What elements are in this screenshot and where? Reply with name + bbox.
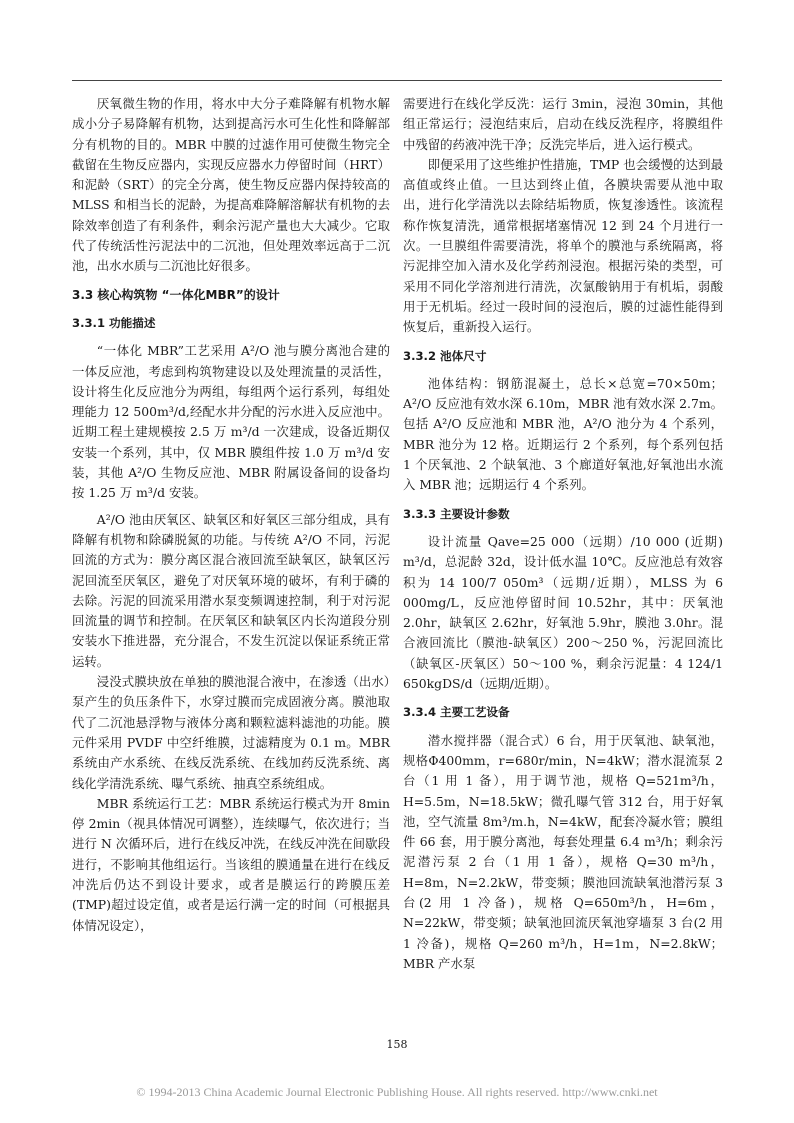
body-paragraph: A²/O 池由厌氧区、缺氧区和好氧区三部分组成，具有降解有机物和除磷脱氮的功能。与传统 A²/O 不同，污泥回流的方式为：膜分离区混合液回流至缺氧区，缺氧区污泥回流至厌氧区，避免了对厌氧环境的破坏，有利于磷的去除。污泥的回流采用潜水泵变频调速控制，利于对污泥回流量的调节和控制。在厌氧区和缺氧区内长沟道段分别安装水下推进器，充分混合，不发生沉淀以保证系统正常运转。	[72, 511, 390, 669]
left-column	[72, 94, 390, 936]
copyright-footer: © 1994-2013 China Academic Journal Electronic Publishing House. All rights reserved. http://www.cnki.net	[136, 1085, 658, 1099]
body-paragraph: “一体化 MBR”工艺采用 A²/O 池与膜分离池合建的一体反应池，考虑到构筑物建设以及处理流量的灵活性，设计将生化反应池分为两组，每组两个运行系列，每组处理能力 12 500m³/d,经配水井分配的污水进入反应池中。近期工程土建规模按 2.5 万 m³/d 一次建成，设备近期仅安装一个系列，其中，仅 MBR 膜组件按 1.0 万 m³/d 安装，其他 A²/O 生物反应池、MBR 附属设备间的设备均按 1.25 万 m³/d 安装。	[72, 343, 390, 501]
body-paragraph: 潜水搅拌器（混合式）6 台，用于厌氧池、缺氧池，规格Φ400mm，r=680r/min，N=4kW；潜水混流泵 2 台（1 用 1 备），用于调节池，规格 Q=521m³/h，H=5.5m，N=18.5kW；微孔曝气管 312 台，用于好氧池，空气流量 8m³/m.h，N=4kW，配套冷凝水管；膜组件 66 套，用于膜分离池，每套处理量 6.4 m³/h；剩余污泥潜污泵 2 台（1 用 1 备），规格 Q=30 m³/h，H=8m，N=2.2kW，带变频；膜池回流缺氧池潜污泵 3 台(2 用 1 冷备)，规格 Q=650m³/h，H=6m，N=22kW，带变频；缺氧池回流厌氧池穿墙泵 3 台(2 用 1 冷备)，规格 Q=260 m³/h，H=1m，N=2.8kW；MBR 产水泵	[403, 732, 723, 971]
body-paragraph: 需要进行在线化学反洗：运行 3min，浸泡 30min，其他组正常运行；浸泡结束后，启动在线反洗程序，将膜组件中残留的药液冲洗干净；反洗完毕后，进入运行模式。	[403, 96, 723, 152]
subsection-heading: 3.3.1 功能描述	[72, 315, 156, 330]
section-heading: 3.3 核心构筑物 “一体化MBR”的设计	[72, 287, 280, 302]
body-paragraph: 厌氧微生物的作用，将水中大分子难降解有机物水解成小分子易降解有机物，达到提高污水可生化性和降解部分有机物的目的。MBR 中膜的过滤作用可使微生物完全截留在生物反应器内，实现反应器水力停留时间（HRT）和泥龄（SRT）的完全分离，使生物反应器内保持较高的 MLSS 和相当长的泥龄，为提高难降解溶解状有机物的去除效率创造了有利条件，剩余污泥产量也大大减少。它取代了传统活性污泥法中的二沉池，但处理效率远高于二沉池，出水水质与二沉池比好很多。	[72, 96, 390, 274]
subsection-heading: 3.3.4 主要工艺设备	[403, 705, 510, 720]
subsection-heading: 3.3.3 主要设计参数	[403, 506, 510, 521]
body-paragraph: 设计流量 Qave=25 000（远期）/10 000 (近期) m³/d，总泥龄 32d，设计低水温 10℃。反应池总有效容积为 14 100/7 050m³（远期/近期），MLSS 为 6 000mg/L，反应池停留时间 10.52hr，其中：厌氧池 2.0hr，缺氧区 2.62hr，好氧池 5.9hr，膜池 3.0hr。混合液回流比（膜池-缺氧区）200～250 %，污泥回流比（缺氧区-厌氧区）50～100 %，剩余污泥量：4 124/1 650kgDS/d（远期/近期）。	[403, 533, 723, 692]
body-paragraph: 浸没式膜块放在单独的膜池混合液中，在渗透（出水）泵产生的负压条件下，水穿过膜而完成固液分离。膜池取代了二沉池悬浮物与液体分离和颗粒滤料滤池的功能。膜元件采用 PVDF 中空纤维膜，过滤精度为 0.1 m。MBR 系统由产水系统、在线反洗系统、在线加药反洗系统、离线化学清洗系统、曝气系统、抽真空系统组成。	[72, 674, 390, 791]
body-paragraph: MBR 系统运行工艺：MBR 系统运行模式为开 8min 停 2min（视具体情况可调整），连续曝气，依次进行；当进行 N 次循环后，进行在线反冲洗，在线反冲洗在间歇段进行，不影响其他组运行。当该组的膜通量在进行在线反冲洗后仍达不到设计要求，或者是膜运行的跨膜压差(TMP)超过设定值，或者是运行满一定的时间（可根据具体情况设定），	[72, 795, 390, 933]
page-number: 158	[386, 1038, 408, 1051]
header-rule	[72, 80, 722, 81]
body-paragraph: 即便采用了这些维护性措施，TMP 也会缓慢的达到最高值或终止值。一旦达到终止值，各膜块需要从池中取出，进行化学清洗以去除结垢物质，恢复渗透性。该流程称作恢复清洗，通常根据堵塞情况 12 到 24 个月进行一次。一旦膜组件需要清洗，将单个的膜池与系统隔离，将污泥排空加入清水及化学药剂浸泡。根据污染的类型，可采用不同化学溶剂进行清洗，次氯酸钠用于有机垢，弱酸用于无机垢。经过一段时间的浸泡后，膜的过滤性能得到恢复后，重新投入运行。	[403, 156, 723, 335]
right-column	[403, 94, 723, 974]
subsection-heading: 3.3.2 池体尺寸	[403, 348, 487, 363]
body-paragraph: 池体结构：钢筋混凝土，总长×总宽=70×50m；A²/O 反应池有效水深 6.10m，MBR 池有效水深 2.7m。包括 A²/O 反应池和 MBR 池，A²/O 池分为 4 个系列，MBR 池分为 12 格。近期运行 2 个系列，每个系列包括 1 个厌氧池、2 个缺氧池、3 个廊道好氧池,好氧池出水流入 MBR 池；远期运行 4 个系列。	[403, 375, 723, 493]
